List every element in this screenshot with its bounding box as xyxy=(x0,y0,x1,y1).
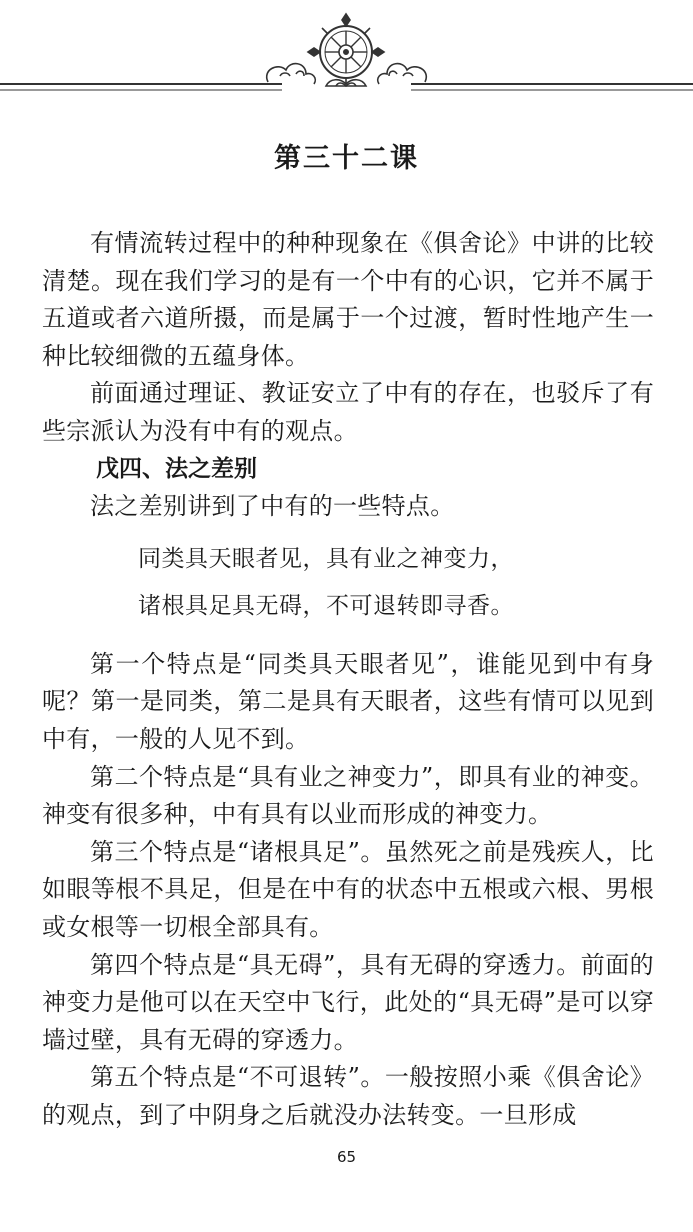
paragraph: 第一个特点是“同类具天眼者见”，谁能见到中有身呢？第一是同类，第二是具有天眼者，这些有情可以见到中有，一般的人见不到。 xyxy=(42,649,654,753)
verse-line: 诸根具足具无碍，不可退转即寻香。 xyxy=(138,592,514,619)
paragraph: 第二个特点是“具有业之神变力”，即具有业的神变。神变有很多种，中有具有以业而形成的神变力。 xyxy=(42,762,654,829)
page-number: 65 xyxy=(336,1148,357,1166)
paragraph: 有情流转过程中的种种现象在《俱舍论》中讲的比较清楚。现在我们学习的是有一个中有的心识，它并不属于五道或者六道所摄，而是属于一个过渡，暂时性地产生一种比较细微的五蕴身体。 xyxy=(42,229,654,370)
paragraph: 第五个特点是“不可退转”。一般按照小乘《俱舍论》的观点，到了中阴身之后就没办法转变。一旦形成 xyxy=(42,1063,654,1129)
dharma-wheel-icon xyxy=(308,14,384,86)
cloud-left-icon xyxy=(267,64,316,84)
verse-line: 同类具天眼者见，具有业之神变力， xyxy=(138,545,514,572)
cloud-right-icon xyxy=(378,64,427,84)
section-heading: 戊四、法之差别 xyxy=(96,455,257,482)
paragraph: 第三个特点是“诸根具足”。虽然死之前是残疾人，比如眼等根不具足，但是在中有的状态中五根或六根、男根或女根等一切根全部具有。 xyxy=(42,837,654,941)
paragraph: 法之差别讲到了中有的一些特点。 xyxy=(90,492,455,521)
page-title: 第三十二课 xyxy=(274,143,419,174)
content-body xyxy=(42,225,654,1134)
paragraph: 前面通过理证、教证安立了中有的存在，也驳斥了有些宗派认为没有中有的观点。 xyxy=(42,379,654,445)
header-ornament xyxy=(0,0,693,110)
verse-block xyxy=(42,536,654,630)
paragraph: 第四个特点是“具无碍”，具有无碍的穿透力。前面的神变力是他可以在天空中飞行，此处的“具无碍”是可以穿墙过壁，具有无碍的穿透力。 xyxy=(42,950,654,1054)
